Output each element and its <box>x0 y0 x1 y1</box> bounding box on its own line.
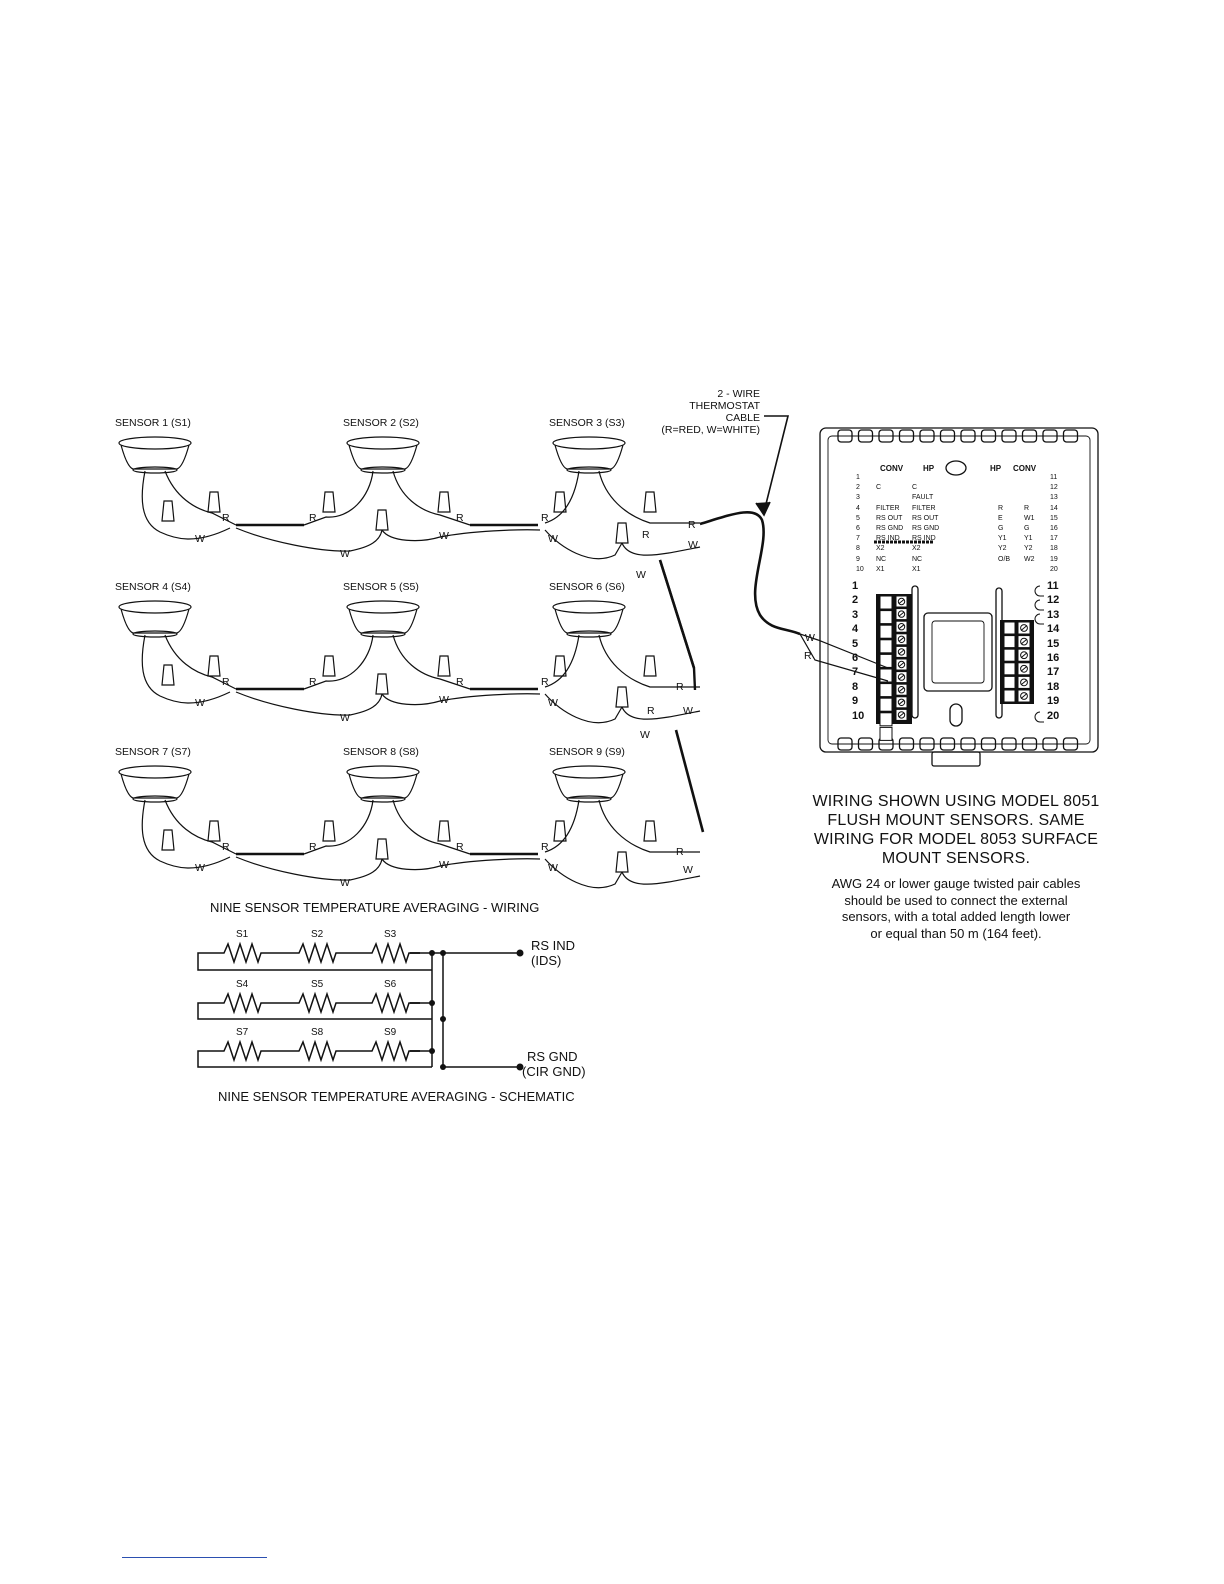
legend-num: 2 <box>856 484 860 492</box>
legend-num: 3 <box>856 494 860 502</box>
model-note-line: WIRING FOR MODEL 8053 SURFACE <box>813 831 1099 848</box>
legend-hp: Y2 <box>998 545 1007 553</box>
legend-hp: FILTER <box>912 504 936 512</box>
legend-hp: RS IND <box>912 535 936 543</box>
rs-ind-text: RS IND <box>531 938 576 953</box>
resistor-label: S2 <box>311 929 324 940</box>
legend-hp: O/B <box>998 555 1011 563</box>
wire-letter-w: W <box>439 694 449 706</box>
legend-conv: Y2 <box>1024 545 1033 553</box>
terminal-number: 20 <box>1047 709 1060 722</box>
rs-gnd-sub: (CIR GND) <box>522 1064 586 1079</box>
wire-letter-w: W <box>636 569 646 581</box>
terminal-number: 11 <box>1047 580 1059 592</box>
legend-hp: RS OUT <box>912 514 939 522</box>
wire-letter-r: R <box>541 676 549 688</box>
terminal-number: 6 <box>852 652 859 664</box>
terminal-number: 4 <box>852 623 859 636</box>
legend-num: 18 <box>1050 545 1058 553</box>
model-note-line: WIRING SHOWN USING MODEL 8051 <box>812 793 1100 810</box>
wire-letter-w: W <box>340 877 350 889</box>
legend-hp: G <box>998 525 1004 532</box>
junction-dot <box>440 1064 446 1070</box>
legend-conv: R <box>1024 504 1030 512</box>
wire-letter-w: W <box>548 862 558 874</box>
wire-letter-r: R <box>222 512 230 524</box>
model-note-line: FLUSH MOUNT SENSORS. SAME <box>827 812 1085 829</box>
resistor <box>220 994 272 1012</box>
wire-letter-w: W <box>640 729 650 741</box>
wire-letter-r: R <box>309 841 317 853</box>
rs-ind-label <box>531 938 575 968</box>
sensor-label: SENSOR 1 (S1) <box>115 417 191 429</box>
resistor <box>295 1042 347 1060</box>
legend-num: 6 <box>856 525 860 532</box>
sensor-label: SENSOR 5 (S5) <box>343 581 419 593</box>
gauge-note-line: should be used to connect the external <box>844 892 1068 908</box>
header-conv-left: CONV <box>880 464 904 473</box>
cable-note-line: CABLE <box>725 412 760 424</box>
wire-letter-w: W <box>195 697 205 709</box>
legend-conv: C <box>876 484 882 492</box>
gauge-note-line: or equal than 50 m (164 feet). <box>870 925 1042 941</box>
resistor <box>295 994 347 1012</box>
thermostat-wire-r: R <box>804 650 812 662</box>
wire-letter-w: W <box>688 539 698 551</box>
legend-hp: FAULT <box>912 494 934 502</box>
legend-num: 10 <box>856 565 864 573</box>
terminal-number: 12 <box>1047 594 1060 607</box>
wiring-title: NINE SENSOR TEMPERATURE AVERAGING - WIRING <box>210 900 540 915</box>
legend-conv: RS OUT <box>876 514 903 522</box>
legend-hp: Y1 <box>998 535 1007 543</box>
resistor-label: S5 <box>311 979 324 990</box>
terminal-number: 10 <box>852 709 865 722</box>
wire-letter-r: R <box>647 705 655 717</box>
legend-num: 7 <box>856 535 860 543</box>
resistor-label: S3 <box>384 929 397 940</box>
cable-note-line: (R=RED, W=WHITE) <box>661 424 760 436</box>
resistor-label: S6 <box>384 979 397 990</box>
legend-conv: W1 <box>1024 514 1035 522</box>
header-conv-right: CONV <box>1013 464 1037 473</box>
legend-hp: NC <box>912 555 923 563</box>
terminal-number: 7 <box>852 666 859 679</box>
resistor <box>220 944 272 962</box>
wire-letter-w: W <box>340 548 350 560</box>
junction-dot <box>440 950 446 956</box>
wire-letter-r: R <box>456 841 464 853</box>
sensor-label: SENSOR 2 (S2) <box>343 417 419 429</box>
rs-gnd-text: RS GND <box>527 1049 578 1064</box>
gauge-note-line: AWG 24 or lower gauge twisted pair cables <box>831 876 1081 891</box>
resistor <box>295 944 347 962</box>
terminal-number: 8 <box>852 680 859 693</box>
legend-num: 4 <box>856 504 860 512</box>
legend-num: 11 <box>1050 474 1058 481</box>
wire-letter-w: W <box>683 705 693 717</box>
wire-letter-r: R <box>541 512 549 524</box>
terminal-number: 19 <box>1047 695 1060 708</box>
junction-dot <box>429 950 435 956</box>
wire-letter-w: W <box>195 862 205 874</box>
legend-hp: X2 <box>912 545 921 553</box>
terminal-number: 15 <box>1047 637 1060 650</box>
terminal-dot <box>517 950 524 957</box>
wire-letter-r: R <box>309 676 317 688</box>
terminal-number: 1 <box>852 580 859 592</box>
wire-letter-r: R <box>222 676 230 688</box>
legend-conv: NC <box>876 555 887 563</box>
legend-num: 13 <box>1050 494 1058 502</box>
legend-num: 17 <box>1050 535 1058 543</box>
cable-note-line: THERMOSTAT <box>689 400 760 412</box>
sensor-label: SENSOR 6 (S6) <box>549 581 625 593</box>
wire-letter-r: R <box>456 512 464 524</box>
resistor-label: S7 <box>236 1027 249 1038</box>
legend-num: 12 <box>1050 484 1058 492</box>
legend-num: 8 <box>856 545 860 553</box>
legend-num: 16 <box>1050 525 1058 532</box>
legend-conv: Y1 <box>1024 535 1033 543</box>
rs-gnd-label <box>522 1049 586 1079</box>
footer-rule <box>122 1557 267 1558</box>
wire-letter-r: R <box>642 529 650 541</box>
legend-num: 5 <box>856 514 860 522</box>
wire-letter-w: W <box>439 530 449 542</box>
legend-conv: FILTER <box>876 504 900 512</box>
legend-conv: G <box>1024 525 1030 532</box>
wire-letter-r: R <box>456 676 464 688</box>
resistor-label: S8 <box>311 1027 324 1038</box>
sensor-label: SENSOR 8 (S8) <box>343 746 419 758</box>
model-note-line: MOUNT SENSORS. <box>881 850 1031 867</box>
terminal-number: 5 <box>852 637 859 650</box>
wire-letter-r: R <box>222 841 230 853</box>
header-hp-left: HP <box>923 464 935 473</box>
legend-conv: X2 <box>876 545 885 553</box>
sensor-label: SENSOR 4 (S4) <box>115 581 191 593</box>
legend-num: 19 <box>1050 555 1058 563</box>
wire-letter-r: R <box>676 846 684 858</box>
terminal-number: 14 <box>1047 623 1060 636</box>
wire-letter-r: R <box>676 681 684 693</box>
header-hp-right: HP <box>990 464 1002 473</box>
rs-ind-sub: (IDS) <box>531 953 562 968</box>
legend-conv: RS IND <box>876 535 900 543</box>
wire-letter-w: W <box>340 712 350 724</box>
thermostat-wire-w: W <box>805 632 815 644</box>
wire-letter-r: R <box>309 512 317 524</box>
terminal-number: 18 <box>1047 680 1060 693</box>
legend-conv: W2 <box>1024 555 1035 563</box>
legend-num: 14 <box>1050 504 1058 512</box>
junction-dot <box>429 1048 435 1054</box>
junction-dot <box>429 1000 435 1006</box>
legend-hp: X1 <box>912 565 921 573</box>
resistor-label: S4 <box>236 979 249 990</box>
resistor-label: S1 <box>236 929 249 940</box>
terminal-number: 17 <box>1047 666 1060 679</box>
terminal-number: 3 <box>852 608 859 621</box>
legend-hp: R <box>998 504 1004 512</box>
legend-hp: E <box>998 514 1003 522</box>
cable-note-line: 2 - WIRE <box>717 388 760 400</box>
sensor-label: SENSOR 7 (S7) <box>115 746 191 758</box>
terminal-number: 2 <box>852 594 859 607</box>
resistor <box>220 1042 272 1060</box>
legend-hp: C <box>912 484 918 492</box>
legend-num: 15 <box>1050 514 1058 522</box>
sensor-label: SENSOR 9 (S9) <box>549 746 625 758</box>
legend-num: 9 <box>856 555 860 563</box>
legend-conv: X1 <box>876 565 885 573</box>
wire-letter-r: R <box>541 841 549 853</box>
terminal-number: 13 <box>1047 608 1060 621</box>
wire-letter-w: W <box>439 859 449 871</box>
wire-letter-w: W <box>548 533 558 545</box>
legend-num: 20 <box>1050 565 1058 573</box>
legend-hp: RS GND <box>912 525 940 532</box>
wire-letter-w: W <box>683 864 693 876</box>
junction-dot <box>440 1016 446 1022</box>
legend-conv: RS GND <box>876 525 904 532</box>
wire-letter-w: W <box>548 697 558 709</box>
resistor-label: S9 <box>384 1027 397 1038</box>
sensor-label: SENSOR 3 (S3) <box>549 417 625 429</box>
schematic-title: NINE SENSOR TEMPERATURE AVERAGING - SCHEMATIC <box>218 1089 575 1104</box>
legend-num: 1 <box>856 474 860 481</box>
terminal-number: 9 <box>852 695 859 708</box>
wire-letter-r: R <box>688 519 696 531</box>
gauge-note-line: sensors, with a total added length lower <box>841 909 1071 924</box>
terminal-number: 16 <box>1047 652 1060 664</box>
wire-letter-w: W <box>195 533 205 545</box>
